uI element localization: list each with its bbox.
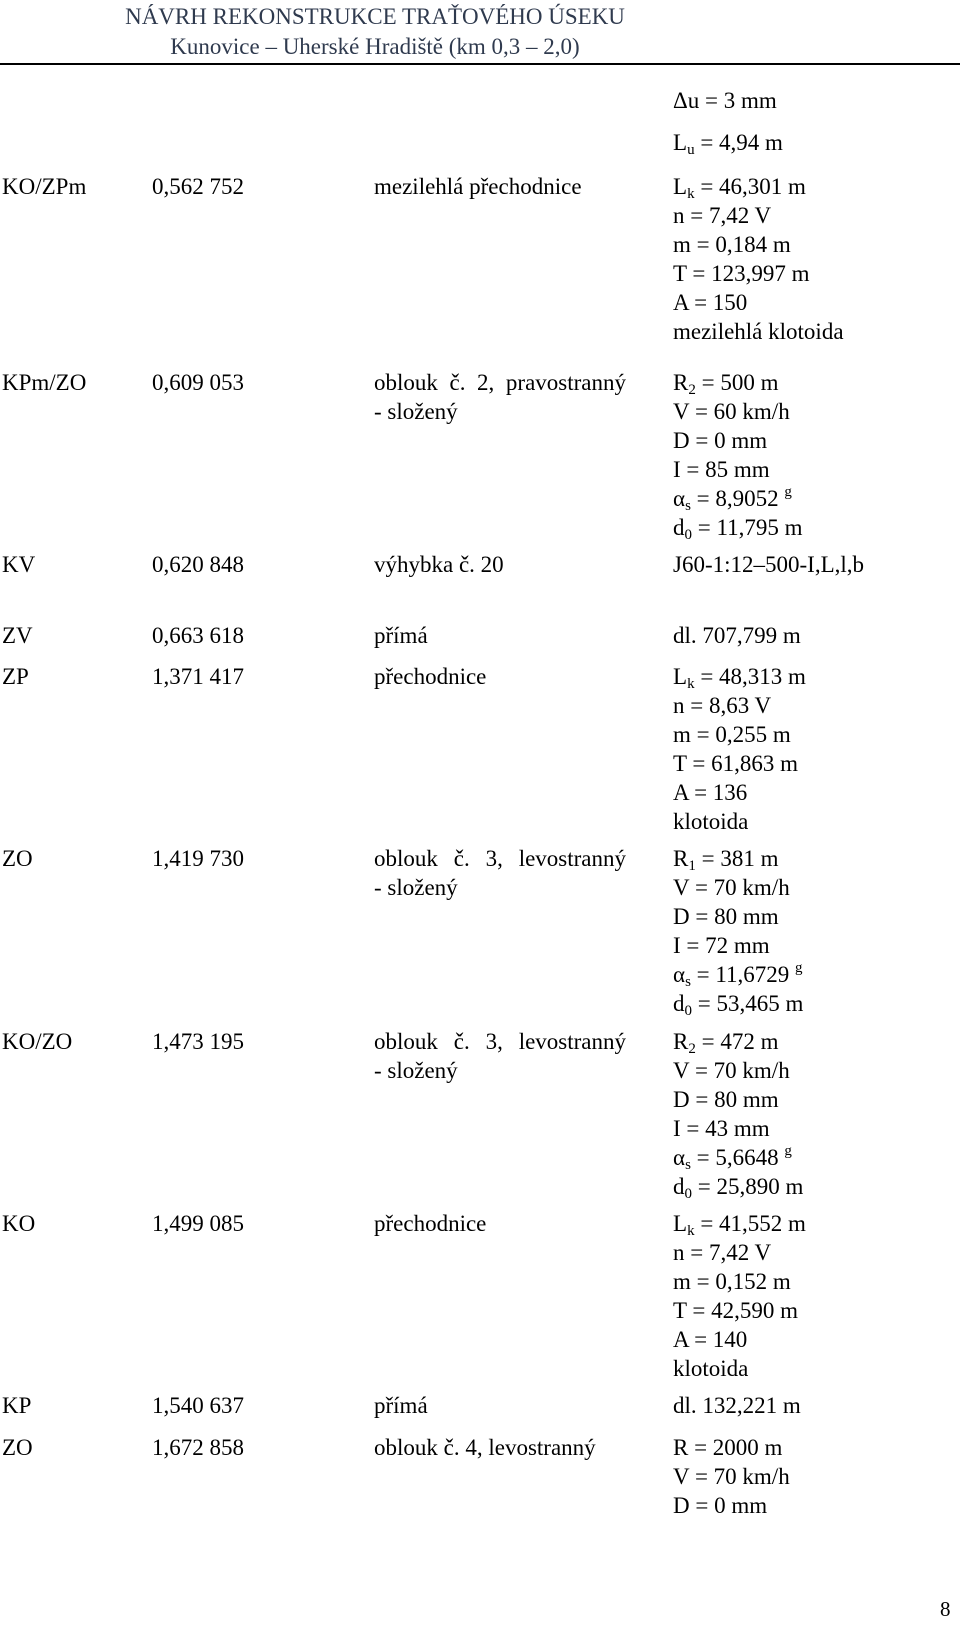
row-km: 0,620 848 (152, 552, 244, 577)
parameter-line: mezilehlá klotoida (673, 319, 844, 344)
row-parameters (673, 1027, 803, 1201)
parameter-line: A = 140 (673, 1327, 748, 1352)
header-subtitle: Kunovice – Uherské Hradiště (km 0,3 – 2,0) (170, 34, 580, 59)
row-code: KO/ZPm (2, 174, 87, 199)
row-parameters (673, 662, 806, 836)
element-type-line: přechodnice (374, 1211, 487, 1236)
parameter-line: D = 0 mm (673, 428, 768, 453)
element-type-line: oblouk č. 3, levostranný (374, 846, 626, 871)
element-type-line: - složený (374, 1058, 458, 1083)
row-km: 0,562 752 (152, 174, 244, 199)
parameter-line: I = 85 mm (673, 457, 770, 482)
row-element-type (374, 844, 649, 902)
parameter-line: D = 0 mm (673, 1493, 768, 1518)
parameter-line: $\alpha_s = 8,9052$ $^g$ (673, 484, 792, 514)
parameter-line: V = 70 km/h (673, 1464, 790, 1489)
parameter-line: n = 8,63 V (673, 693, 772, 718)
row-code: ZO (2, 846, 33, 871)
row-element-type (374, 1027, 649, 1085)
parameter-line: $R_2 = 500$ m (673, 370, 779, 398)
parameter-line: $d_0 = 11,795$ m (673, 515, 803, 543)
parameter-line: V = 60 km/h (673, 399, 790, 424)
row-km: 1,419 730 (152, 846, 244, 871)
row-code: KPm/ZO (2, 370, 87, 395)
parameter-line: m = 0,184 m (673, 232, 791, 257)
parameter-line: T = 61,863 m (673, 751, 798, 776)
row-parameters (673, 550, 864, 579)
lu-value: $L_u = 4,94$ m (673, 130, 783, 158)
parameter-line: n = 7,42 V (673, 1240, 772, 1265)
parameter-line: $L_k = 48,313$ m (673, 664, 806, 692)
element-type-line: oblouk č. 3, levostranný (374, 1029, 626, 1054)
row-element-type (374, 1209, 649, 1238)
row-code: KV (2, 552, 36, 577)
parameter-line: T = 123,997 m (673, 261, 810, 286)
row-parameters (673, 172, 844, 346)
element-type-line: výhybka č. 20 (374, 552, 504, 577)
parameter-line: m = 0,255 m (673, 722, 791, 747)
parameter-line: I = 72 mm (673, 933, 770, 958)
row-code: KO/ZO (2, 1029, 73, 1054)
header-divider (0, 63, 960, 65)
parameter-line: $d_0 = 25,890$ m (673, 1174, 804, 1202)
element-type-line: mezilehlá přechodnice (374, 174, 582, 199)
row-km: 1,473 195 (152, 1029, 244, 1054)
parameter-line: $\alpha_s = 11,6729$ $^g$ (673, 960, 803, 990)
element-type-line: oblouk č. 2, pravostranný (374, 370, 626, 395)
element-type-line: - složený (374, 875, 458, 900)
page-number: 8 (940, 1597, 951, 1621)
parameter-line: $R_2 = 472$ m (673, 1029, 779, 1057)
row-code: KP (2, 1393, 32, 1418)
header-title: NÁVRH REKONSTRUKCE TRAŤOVÉHO ÚSEKU (125, 4, 625, 29)
row-code: ZO (2, 1435, 33, 1460)
element-type-line: - složený (374, 399, 458, 424)
parameter-line: A = 136 (673, 780, 748, 805)
row-km: 1,371 417 (152, 664, 244, 689)
row-element-type (374, 662, 649, 691)
parameter-line: V = 70 km/h (673, 1058, 790, 1083)
parameter-line: $R_1 = 381$ m (673, 846, 779, 874)
row-km: 1,540 637 (152, 1393, 244, 1418)
parameter-line: $d_0 = 53,465$ m (673, 991, 804, 1019)
row-code: ZP (2, 664, 29, 689)
delta-u-value: Δu = 3 mm (673, 88, 777, 113)
parameter-line: klotoida (673, 1356, 749, 1381)
element-type-line: oblouk č. 4, levostranný (374, 1435, 596, 1460)
element-type-line: přímá (374, 1393, 428, 1418)
row-element-type (374, 550, 649, 579)
row-parameters (673, 1209, 806, 1383)
parameter-line: dl. 707,799 m (673, 623, 801, 648)
element-type-line: přímá (374, 623, 428, 648)
row-code: KO (2, 1211, 36, 1236)
parameter-line: V = 70 km/h (673, 875, 790, 900)
parameter-line: klotoida (673, 809, 749, 834)
row-element-type (374, 1433, 649, 1462)
element-type-line: přechodnice (374, 664, 487, 689)
parameter-line: D = 80 mm (673, 904, 779, 929)
row-parameters (673, 1391, 801, 1420)
parameter-line: $L_k = 46,301$ m (673, 174, 806, 202)
row-element-type (374, 172, 649, 201)
parameter-line: $L_k = 41,552$ m (673, 1211, 806, 1239)
parameter-line: n = 7,42 V (673, 203, 772, 228)
parameter-line: T = 42,590 m (673, 1298, 798, 1323)
row-km: 1,672 858 (152, 1435, 244, 1460)
row-parameters (673, 621, 801, 650)
parameter-line: D = 80 mm (673, 1087, 779, 1112)
parameter-line: m = 0,152 m (673, 1269, 791, 1294)
row-element-type (374, 368, 649, 426)
row-km: 1,499 085 (152, 1211, 244, 1236)
parameter-line: $\alpha_s = 5,6648$ $^g$ (673, 1143, 792, 1173)
parameter-line: I = 43 mm (673, 1116, 770, 1141)
parameter-line: J60-1:12–500-I,L,l,b (673, 552, 865, 577)
parameter-line: A = 150 (673, 290, 748, 315)
parameter-line: dl. 132,221 m (673, 1393, 801, 1418)
row-km: 0,663 618 (152, 623, 244, 648)
parameter-line: R = 2000 m (673, 1435, 783, 1460)
row-parameters (673, 1433, 790, 1520)
row-km: 0,609 053 (152, 370, 244, 395)
row-parameters (673, 368, 803, 542)
row-element-type (374, 621, 649, 650)
row-parameters (673, 844, 803, 1018)
row-code: ZV (2, 623, 33, 648)
row-element-type (374, 1391, 649, 1420)
